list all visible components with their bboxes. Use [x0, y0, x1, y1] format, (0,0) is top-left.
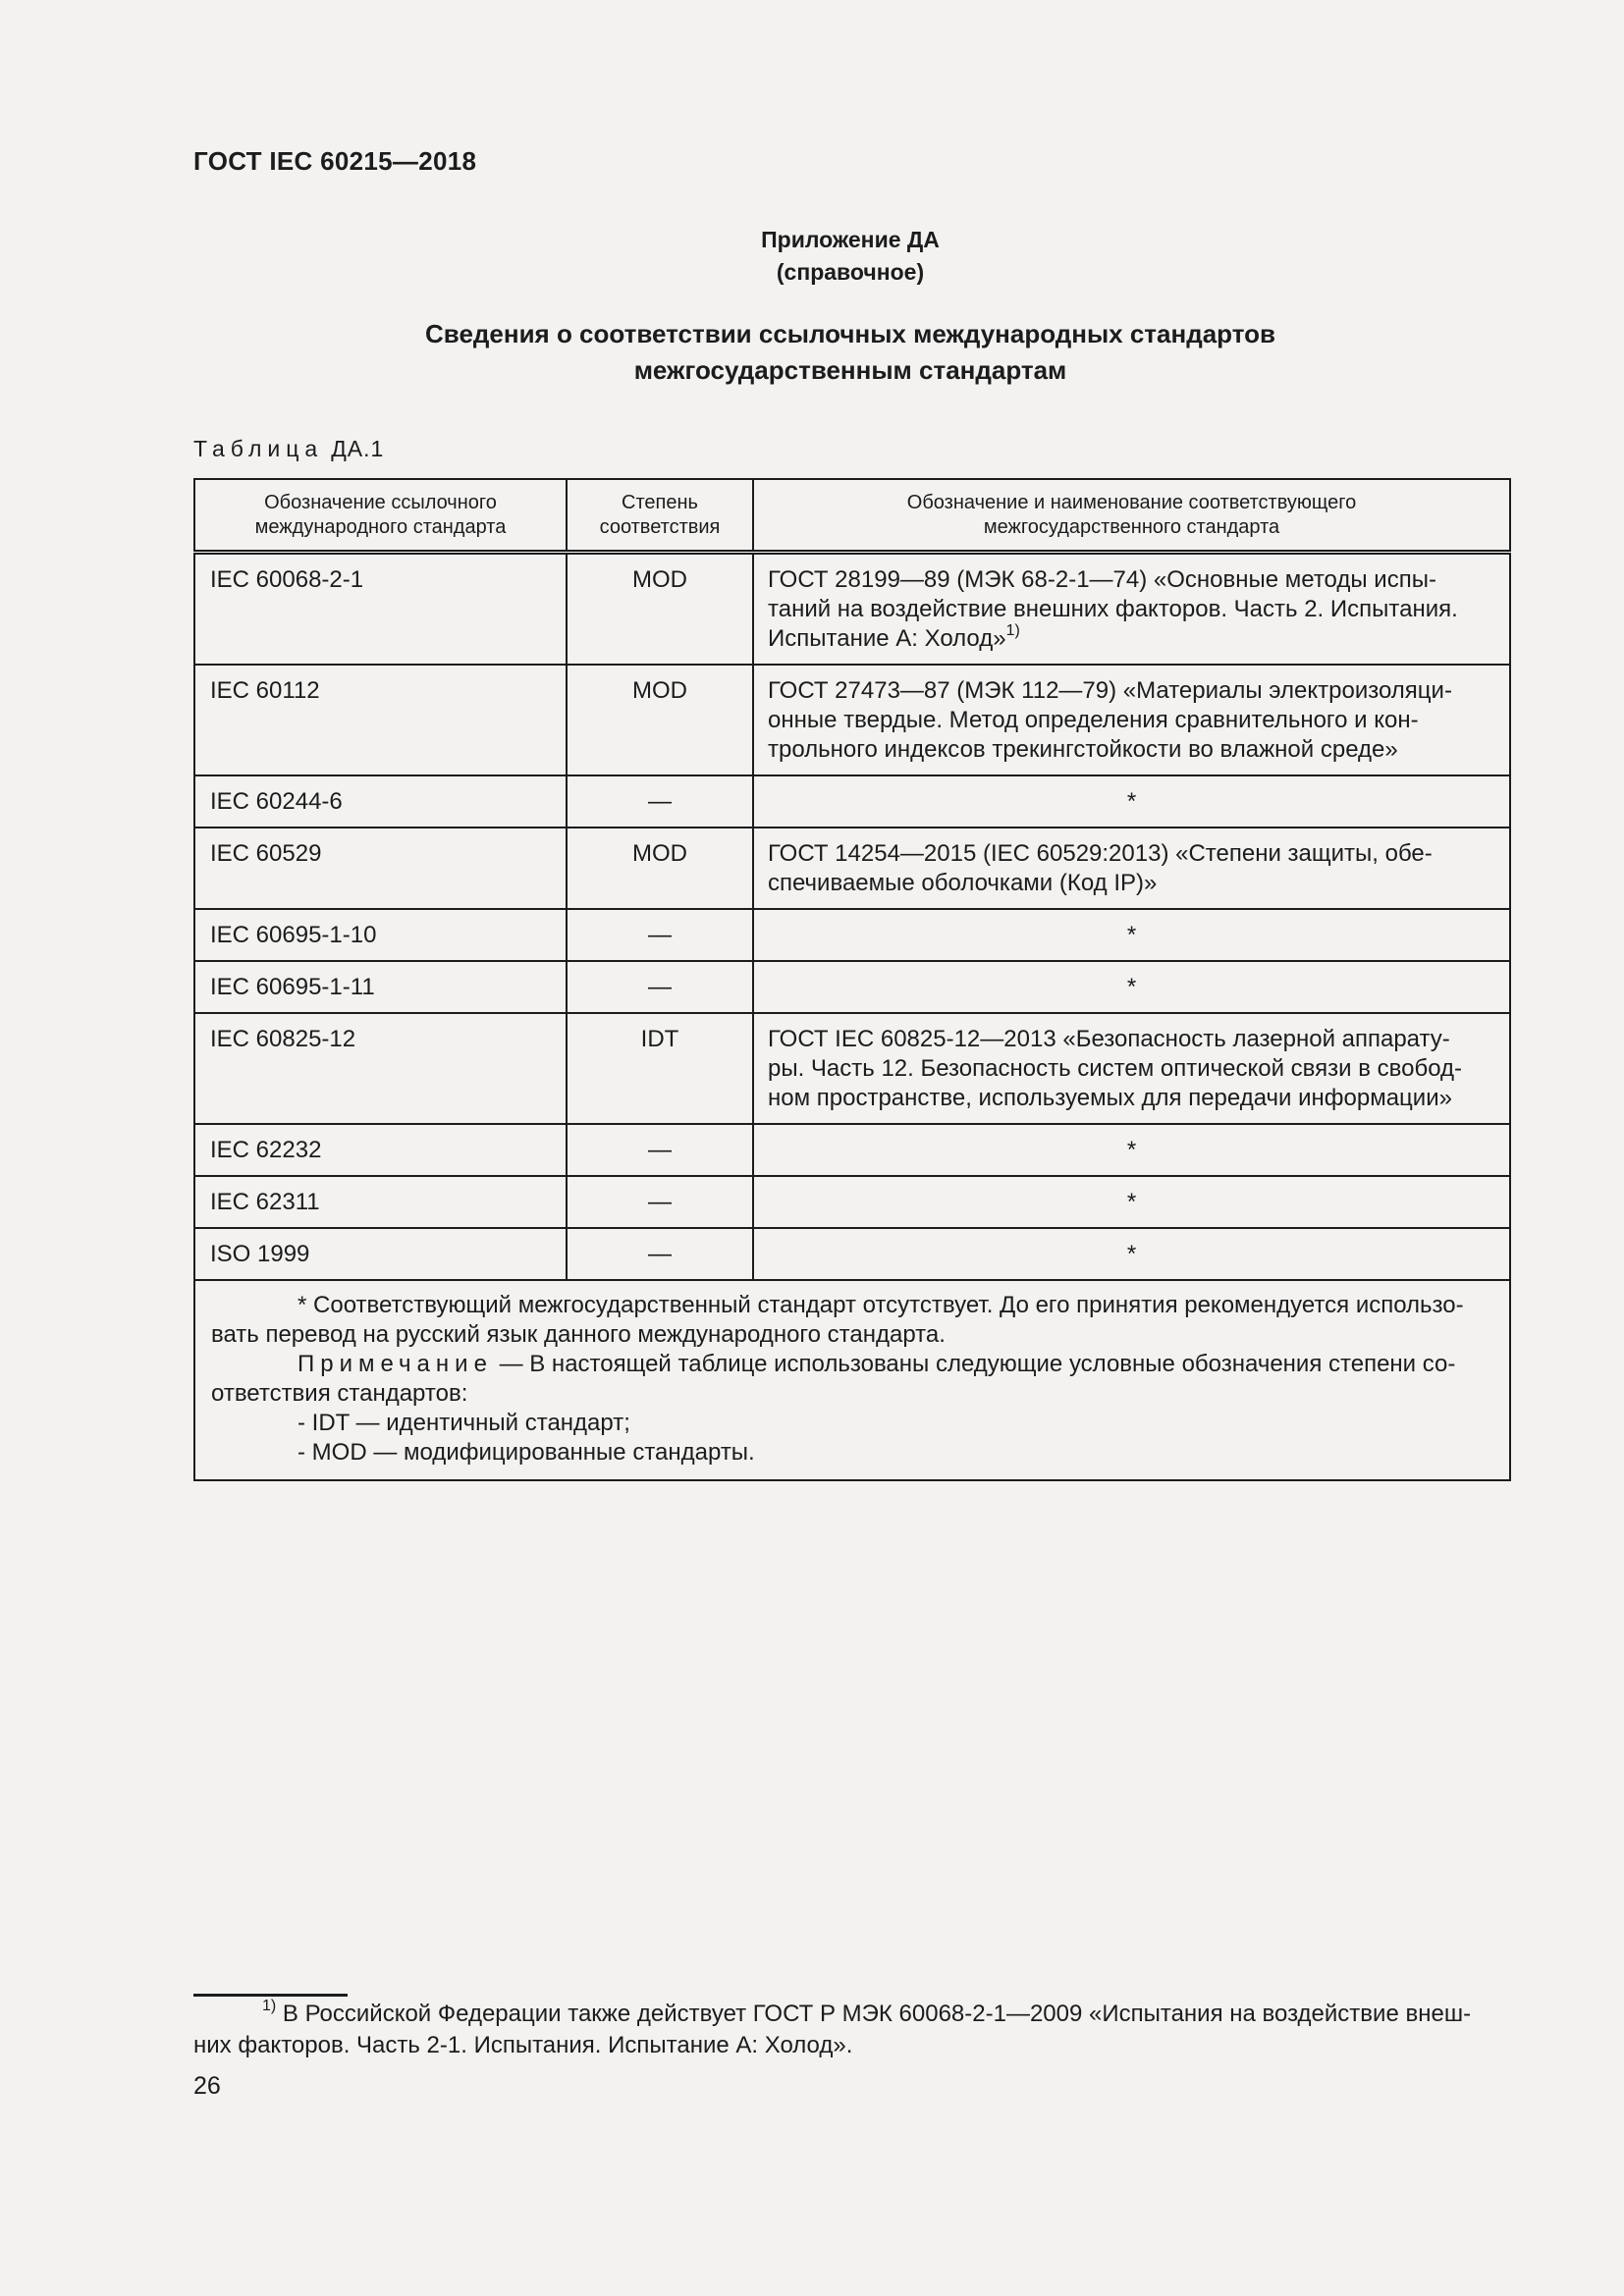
- note-line2: ответствия стандартов:: [211, 1380, 468, 1407]
- table-row: [194, 1013, 1510, 1124]
- degree-cell: IDT: [567, 1013, 753, 1124]
- footnote-divider: [193, 1994, 348, 1997]
- table-row: [194, 961, 1510, 1013]
- header-interstate-standard: [753, 479, 1510, 553]
- standard-line: ном пространстве, используемых для передачи информации»: [768, 1085, 1452, 1111]
- footnote-mark: 1): [1005, 622, 1020, 639]
- table-notes-row: [194, 1280, 1510, 1480]
- ref-cell: ISO 1999: [194, 1228, 567, 1280]
- footnote-line1: [193, 1999, 1509, 2030]
- page-number: 26: [193, 2072, 221, 2100]
- standard-line: онные твердые. Метод определения сравнительного и кон-: [768, 707, 1419, 733]
- degree-cell: —: [567, 909, 753, 961]
- footnote-text: В Российской Федерации также действует ГОСТ Р МЭК 60068-2-1—2009 «Испытания на воздействие внеш-: [276, 2001, 1472, 2027]
- ref-cell: IEC 62311: [194, 1176, 567, 1228]
- table-caption: [193, 436, 384, 462]
- header-ref-line2: международного стандарта: [254, 515, 507, 538]
- table-row: [194, 665, 1510, 775]
- degree-cell: MOD: [567, 665, 753, 775]
- ref-cell: IEC 62232: [194, 1124, 567, 1176]
- standard-line: таний на воздействие внешних факторов. Часть 2. Испытания.: [768, 596, 1458, 622]
- table-header-row: [194, 479, 1510, 553]
- ref-cell: IEC 60695-1-10: [194, 909, 567, 961]
- standard-line: трольного индексов трекингстойкости во влажной среде»: [768, 736, 1398, 763]
- note-label: Примечание: [298, 1351, 493, 1377]
- document-header: ГОСТ IEC 60215—2018: [193, 146, 477, 176]
- header-degree: [567, 479, 753, 553]
- header-degree-line1: Степень: [622, 491, 698, 513]
- table-caption-word: Таблица: [193, 436, 324, 461]
- ref-cell: IEC 60244-6: [194, 775, 567, 828]
- table-row: [194, 553, 1510, 666]
- degree-cell: —: [567, 961, 753, 1013]
- note-text: — В настоящей таблице использованы следующие условные обозначения степени со-: [492, 1351, 1456, 1377]
- degree-cell: —: [567, 775, 753, 828]
- standard-line: спечиваемые оболочками (Код IP)»: [768, 870, 1158, 896]
- standard-cell: *: [753, 1176, 1510, 1228]
- degree-cell: MOD: [567, 553, 753, 666]
- ref-cell: IEC 60112: [194, 665, 567, 775]
- ref-cell: IEC 60695-1-11: [194, 961, 567, 1013]
- correspondence-table: [193, 478, 1511, 1481]
- standard-line: ры. Часть 12. Безопасность систем оптической связи в свобод-: [768, 1055, 1463, 1082]
- table-notes: [194, 1280, 1510, 1480]
- standard-cell: *: [753, 1124, 1510, 1176]
- standard-line: ГОСТ 14254—2015 (IEC 60529:2013) «Степени защиты, обе-: [768, 840, 1433, 867]
- standard-cell: [753, 828, 1510, 909]
- appendix-heading: [0, 224, 1624, 289]
- standard-line: ГОСТ IEC 60825-12—2013 «Безопасность лазерной аппарату-: [768, 1026, 1450, 1052]
- header-degree-line2: соответствия: [599, 515, 721, 538]
- ref-cell: IEC 60825-12: [194, 1013, 567, 1124]
- section-title: [0, 316, 1624, 389]
- table-row: [194, 1228, 1510, 1280]
- standard-cell: *: [753, 909, 1510, 961]
- degree-cell: MOD: [567, 828, 753, 909]
- standard-cell: *: [753, 1228, 1510, 1280]
- degree-cell: —: [567, 1228, 753, 1280]
- footnote-number: 1): [262, 1998, 277, 2014]
- appendix-title: Приложение ДА: [761, 227, 940, 252]
- standard-line: [768, 624, 1495, 654]
- standard-line: ГОСТ 27473—87 (МЭК 112—79) «Материалы электроизоляци-: [768, 677, 1452, 704]
- table-row: [194, 1124, 1510, 1176]
- standard-cell: *: [753, 961, 1510, 1013]
- standard-cell: [753, 1013, 1510, 1124]
- footnote-line2: них факторов. Часть 2-1. Испытания. Испытание А: Холод».: [193, 2032, 853, 2058]
- table-row: [194, 909, 1510, 961]
- standard-line-text: Испытание А: Холод»: [768, 625, 1006, 652]
- standard-cell: [753, 553, 1510, 666]
- standard-cell: [753, 665, 1510, 775]
- table-caption-number: ДА.1: [331, 436, 385, 461]
- footnote: [193, 1999, 1509, 2061]
- star-note-line1: * Соответствующий межгосударственный стандарт отсутствует. До его принятия рекомендуется использо-: [298, 1292, 1464, 1318]
- header-ref-line1: Обозначение ссылочного: [264, 491, 497, 513]
- note-item-idt: - IDT — идентичный стандарт;: [298, 1410, 630, 1436]
- header-interstate-line1: Обозначение и наименование соответствующего: [906, 491, 1357, 513]
- degree-cell: —: [567, 1176, 753, 1228]
- table-row: [194, 828, 1510, 909]
- standard-line: ГОСТ 28199—89 (МЭК 68-2-1—74) «Основные методы испы-: [768, 566, 1436, 593]
- star-note-line2: вать перевод на русский язык данного международного стандарта.: [211, 1321, 946, 1348]
- header-ref-standard: [194, 479, 567, 553]
- table-row: [194, 1176, 1510, 1228]
- table-row: [194, 775, 1510, 828]
- appendix-subtitle: (справочное): [776, 259, 925, 285]
- degree-cell: —: [567, 1124, 753, 1176]
- ref-cell: IEC 60068-2-1: [194, 553, 567, 666]
- note-item-mod: - MOD — модифицированные стандарты.: [298, 1439, 755, 1466]
- section-title-line1: Сведения о соответствии ссылочных международных стандартов: [425, 319, 1275, 348]
- standard-cell: *: [753, 775, 1510, 828]
- header-interstate-line2: межгосударственного стандарта: [983, 515, 1280, 538]
- section-title-line2: межгосударственным стандартам: [633, 355, 1067, 385]
- note-line1: [211, 1350, 1493, 1379]
- ref-cell: IEC 60529: [194, 828, 567, 909]
